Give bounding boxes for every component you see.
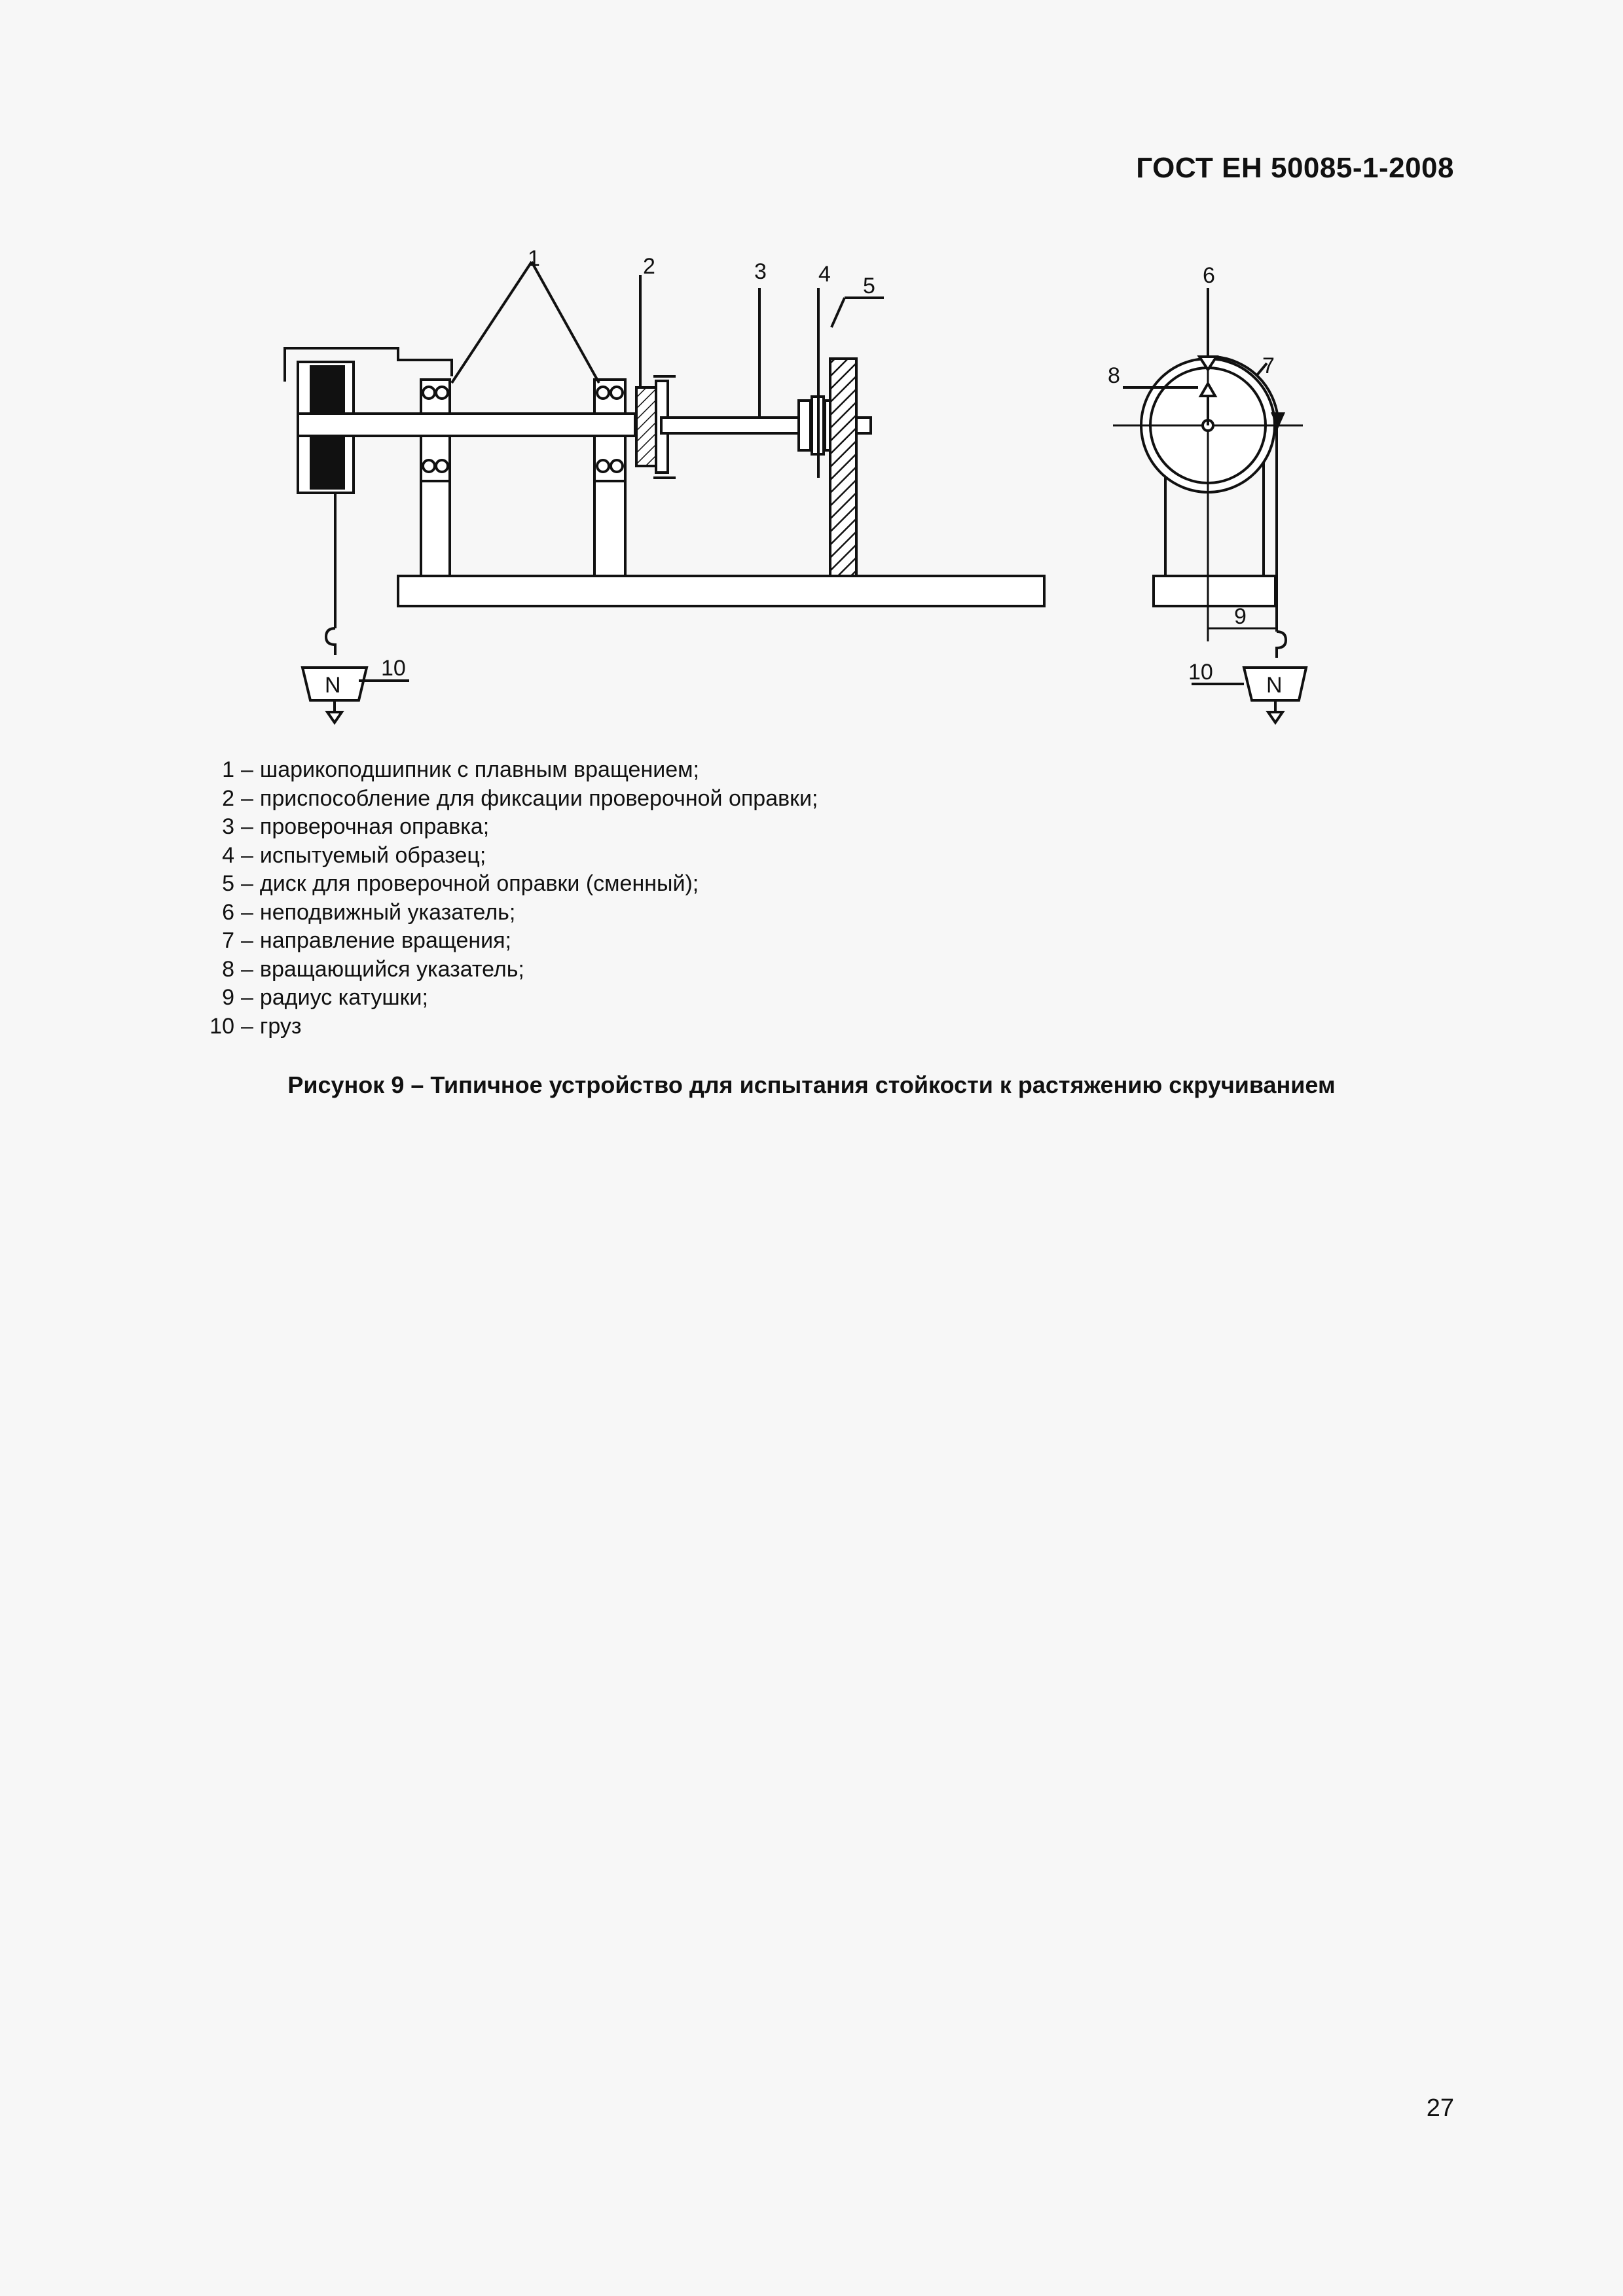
- legend-item-7: [190, 927, 818, 956]
- callout-7: 7: [1262, 353, 1275, 378]
- legend-text: проверочная оправка;: [259, 814, 490, 839]
- callout-10-right: 10: [1188, 660, 1213, 685]
- base-plate: [398, 576, 1044, 606]
- legend-number: 5: [222, 871, 234, 896]
- legend-item-4: [190, 842, 818, 870]
- callout-labels: [325, 246, 1283, 698]
- legend-dash: –: [241, 814, 253, 839]
- legend-number: 1: [222, 757, 234, 782]
- mandrel-fixing-device: [636, 387, 656, 466]
- legend-number: 6: [222, 899, 234, 925]
- legend-item-9: [190, 984, 818, 1013]
- legend-dash: –: [241, 1013, 253, 1039]
- legend-number: 3: [222, 814, 234, 839]
- weight-hook: [326, 628, 335, 655]
- legend-text: шарикоподшипник с плавным вращением;: [259, 757, 699, 782]
- callout-5: 5: [863, 274, 875, 298]
- callout-4: 4: [818, 262, 831, 287]
- legend-dash: –: [241, 757, 253, 782]
- callout-9: 9: [1234, 604, 1247, 629]
- front-view: [1113, 288, 1306, 723]
- legend-item-8: [190, 956, 818, 984]
- callout-3: 3: [754, 259, 767, 284]
- legend-item-2: [190, 785, 818, 814]
- callout-2: 2: [643, 254, 655, 279]
- legend-dash: –: [241, 928, 253, 953]
- legend-item-10: [190, 1013, 818, 1041]
- test-mandrel: [661, 418, 818, 433]
- legend-text: приспособление для фиксации проверочной оправки;: [259, 785, 818, 811]
- legend-number: 10: [210, 1013, 234, 1039]
- legend-number: 8: [222, 956, 234, 982]
- callout-1: 1: [528, 246, 540, 271]
- weight-letter-left: N: [325, 673, 341, 698]
- legend-item-3: [190, 813, 818, 842]
- legend-text: вращающийся указатель;: [259, 956, 524, 982]
- callout-10-left: 10: [381, 656, 406, 681]
- legend-number: 9: [222, 985, 234, 1010]
- document-code: ГОСТ ЕН 50085-1-2008: [1136, 152, 1454, 184]
- figure-legend: [190, 756, 818, 1041]
- legend-text: груз: [259, 1013, 302, 1039]
- legend-dash: –: [241, 871, 253, 896]
- main-shaft: [298, 414, 635, 436]
- callout-8: 8: [1108, 363, 1120, 388]
- legend-dash: –: [241, 785, 253, 811]
- legend-dash: –: [241, 985, 253, 1010]
- legend-number: 4: [222, 842, 234, 868]
- legend-item-1: [190, 756, 818, 785]
- legend-text: диск для проверочной оправки (сменный);: [259, 871, 699, 896]
- legend-item-5: [190, 870, 818, 899]
- legend-dash: –: [241, 842, 253, 868]
- legend-text: неподвижный указатель;: [259, 899, 516, 925]
- side-view: [285, 262, 1044, 723]
- callout-6: 6: [1203, 263, 1215, 288]
- legend-dash: –: [241, 956, 253, 982]
- legend-number: 7: [222, 928, 234, 953]
- weight-letter-right: N: [1266, 673, 1283, 698]
- legend-text: испытуемый образец;: [259, 842, 486, 868]
- figure-caption: Рисунок 9 – Типичное устройство для испытания стойкости к растяжению скручиванием: [287, 1071, 1336, 1098]
- legend-dash: –: [241, 899, 253, 925]
- front-view-base: [1154, 576, 1275, 606]
- legend-text: радиус катушки;: [259, 985, 428, 1010]
- page-number: 27: [1426, 2094, 1454, 2122]
- mandrel-disc: [830, 359, 856, 576]
- legend-text: направление вращения;: [259, 928, 511, 953]
- legend-number: 2: [222, 785, 234, 811]
- legend-item-6: [190, 899, 818, 927]
- torsion-test-device-figure: [0, 0, 1623, 753]
